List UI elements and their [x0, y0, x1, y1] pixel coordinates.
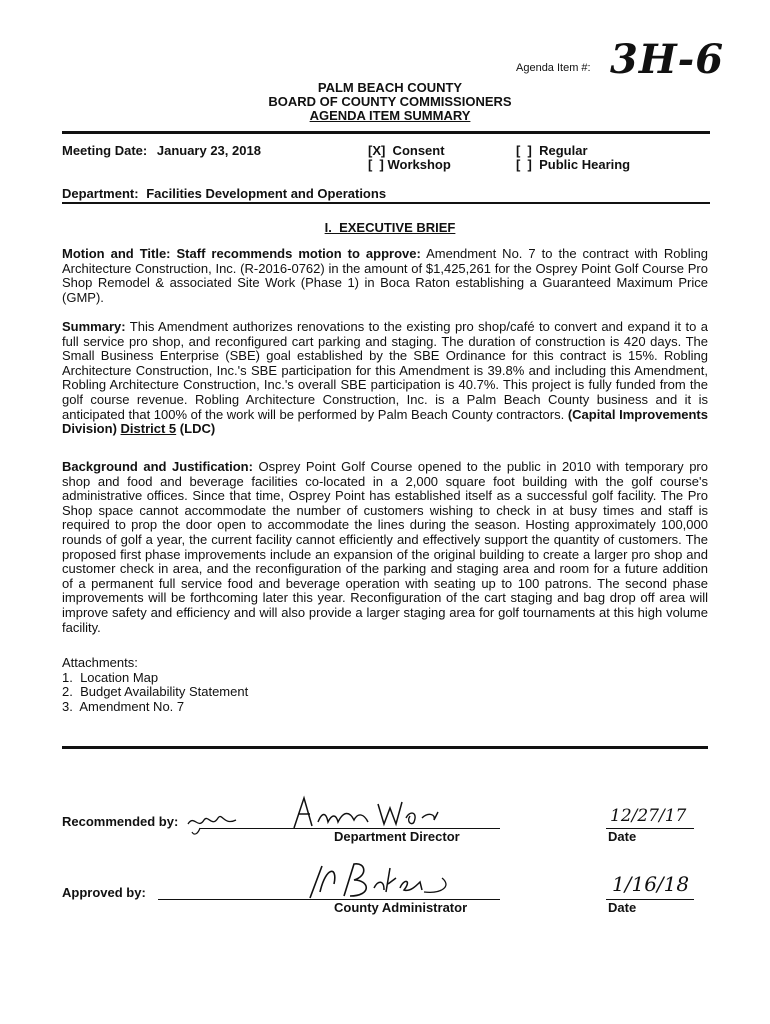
department-divider	[62, 202, 710, 204]
motion-text: Amendment No. 7 to the contract with Robling Architecture Construction, Inc. (R-2016-0762) in the amount of $1,425,261 for the Osprey Point Golf Course Pro Shop Remodel & associated Site Work (Phase 1) in Boca Raton establishing a Guaranteed Maximum Price (GMP).	[62, 246, 708, 305]
meeting-date: January 23, 2018	[156, 143, 261, 158]
agenda-item-number: 3H-6	[610, 36, 725, 83]
summary-district-suffix: (LDC)	[179, 421, 216, 437]
recommended-date: 12/27/17	[610, 806, 687, 826]
motion-lead: Staff recommends motion to approve:	[176, 246, 421, 261]
approved-date: 1/16/18	[612, 872, 690, 896]
motion-paragraph	[62, 247, 708, 305]
summary-label: Summary:	[62, 319, 126, 334]
approved-blank-line	[158, 899, 298, 900]
board-name: BOARD OF COUNTY COMMISSIONERS	[268, 94, 512, 109]
header-divider	[62, 131, 710, 134]
department-row	[62, 186, 386, 201]
summary-paragraph	[62, 320, 708, 437]
approved-date-label: Date	[608, 900, 637, 915]
public-hearing-checkbox: [ ] Public Hearing	[516, 157, 631, 172]
summary-text: This Amendment authorizes renovations to the existing pro shop/café to convert and expand it to a full service pro shop, and reconfigured cart parking and staging. The duration of construction is 420 days. The Small Business Enterprise (SBE) goal established by the SBE Ordinance for this contract is 15%. Robling Architecture Construction, Inc.'s SBE participation for this Amendment is 39.8% and including this Amendment, Robling Architecture Construction, Inc.'s overall SBE participation is 40.7%. This project is fully funded from the golf course revenue. Robling Architecture Construction, Inc. is a Palm Beach County business and it is anticipated that 100% of the work will be performed by Palm Beach County contractors.	[62, 319, 708, 422]
attachment-item: 1. Location Map	[62, 669, 159, 685]
department-label: Department:	[62, 186, 139, 201]
motion-label: Motion and Title:	[62, 246, 171, 261]
attachment-item: 3. Amendment No. 7	[62, 698, 185, 714]
summary-tag: (Capital Improvements Division)	[62, 406, 708, 437]
agenda-item-label: Agenda Item #:	[516, 62, 591, 74]
background-label: Background and Justification:	[62, 459, 253, 474]
recommended-date-label: Date	[608, 829, 637, 844]
attachment-item: 2. Budget Availability Statement	[62, 684, 249, 700]
workshop-checkbox: [ ] Workshop	[368, 157, 451, 172]
summary-title: AGENDA ITEM SUMMARY	[309, 108, 471, 123]
meeting-date-label: Meeting Date:	[62, 143, 148, 158]
background-text: Osprey Point Golf Course opened to the public in 2010 with temporary pro shop and food and beverage facilities co-located in a 2,000 square foot building with the golf course's administrative offices. Since that time, Osprey Point has established itself as a successful golf facility. The Pro Shop space cannot accommodate the number of customers wishing to check in at busy times and staff is required to prop the door open to accommodate the lines during the season. Hosting approximately 100,000 rounds of golf a year, the current facility cannot efficiently and effectively support the quantity of customers. The proposed first phase improvements include an expansion of the original building to create a larger pro shop and customer check in area, and the reconfiguration of the parking and staging area and room for a future addition of a permanent full service food and beverage operation with seating up to 100 patrons. The second phase improvements will be forthcoming later this year. Reconfiguration of the cart staging and bag drop off area will improve safety and efficiency and will also provide a larger staging area for golf tournaments at this high volume facility.	[62, 459, 708, 635]
attachments	[62, 656, 248, 714]
county-name: PALM BEACH COUNTY	[317, 80, 463, 95]
attachments-label: Attachments:	[62, 655, 138, 670]
initials-signature	[180, 800, 300, 840]
signature-divider	[62, 746, 708, 749]
regular-checkbox: [ ] Regular	[516, 143, 588, 158]
approved-role: County Administrator	[334, 900, 468, 915]
recommended-role: Department Director	[334, 829, 460, 844]
background-paragraph	[62, 460, 708, 635]
summary-district: District 5	[120, 421, 177, 437]
section-title: I. EXECUTIVE BRIEF	[324, 220, 456, 235]
county-administrator-signature	[292, 858, 492, 904]
department-name: Facilities Development and Operations	[146, 186, 387, 201]
consent-checkbox: [X] Consent	[368, 143, 445, 158]
approved-label: Approved by:	[62, 885, 146, 900]
meeting-date-row	[62, 143, 261, 158]
recommended-label: Recommended by:	[62, 814, 179, 829]
